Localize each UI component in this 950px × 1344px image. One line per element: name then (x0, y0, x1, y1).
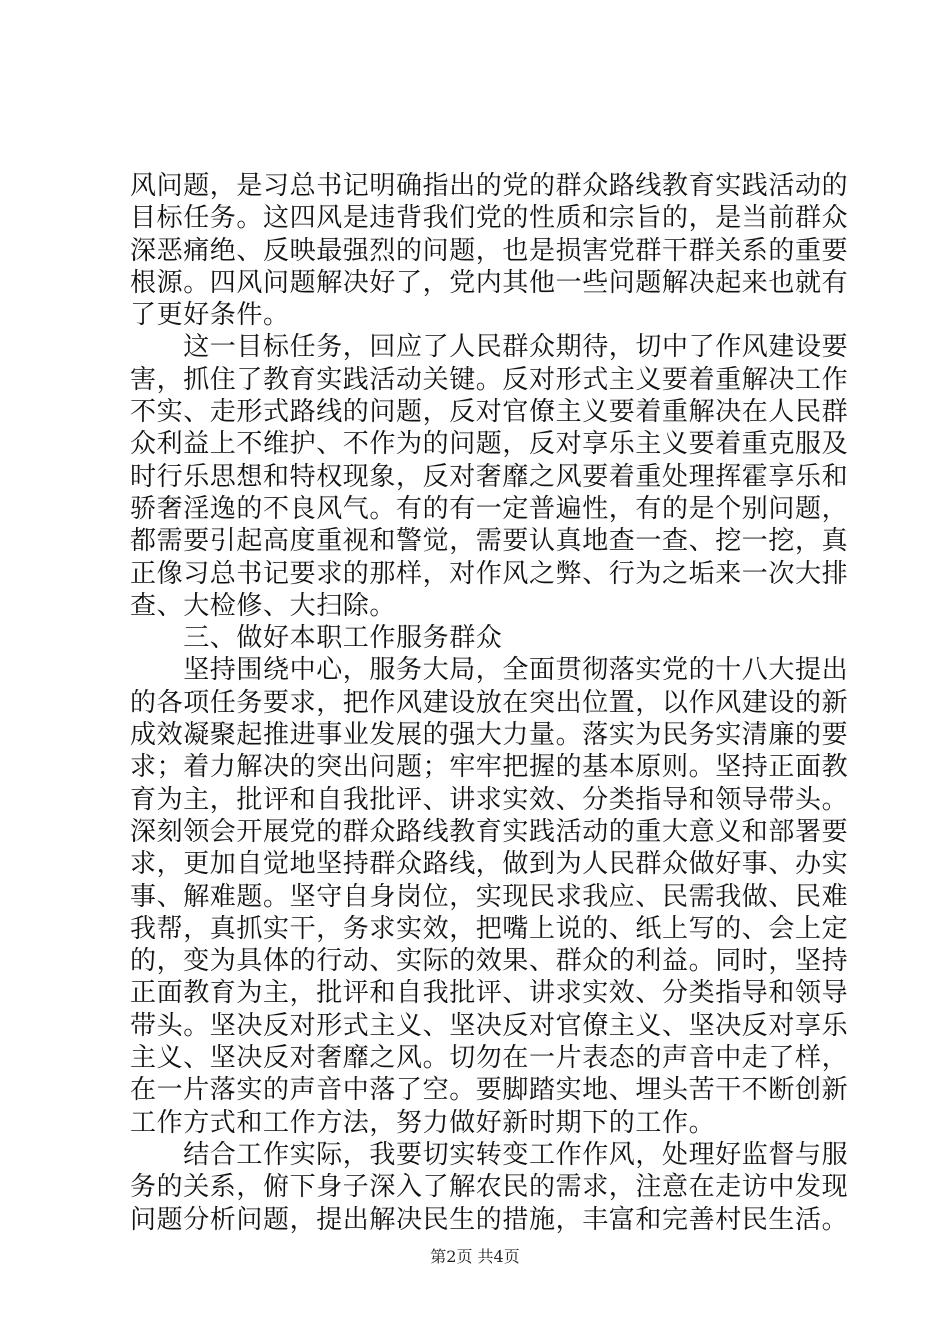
text-line: 的，变为具体的行动、实际的效果、群众的利益。同时，坚持 (130, 946, 849, 977)
text-line: 这一目标任务，回应了人民群众期待，切中了作风建设要 (130, 332, 849, 363)
text-line: 带头。坚决反对形式主义、坚决反对官僚主义、坚决反对享乐 (130, 1010, 849, 1041)
text-line: 根源。四风问题解决好了，党内其他一些问题解决起来也就有 (130, 267, 849, 298)
text-line: 主义、坚决反对奢靡之风。切勿在一片表态的声音中走了样， (130, 1043, 849, 1074)
text-line: 求，更加自觉地坚持群众路线，做到为人民群众做好事、办实 (130, 849, 849, 880)
text-line: 成效凝聚起推进事业发展的强大力量。落实为民务实清廉的要 (130, 720, 849, 751)
text-line: 众利益上不维护、不作为的问题，反对享乐主义要着重克服及 (130, 429, 849, 460)
text-line: 风问题，是习总书记明确指出的党的群众路线教育实践活动的 (130, 171, 849, 201)
text-line: 我帮，真抓实干，务求实效，把嘴上说的、纸上写的、会上定 (130, 913, 849, 944)
text-line: 查、大检修、大扫除。 (130, 590, 397, 621)
body-text (130, 170, 849, 1236)
text-line: 务的关系，俯下身子深入了解农民的需求，注意在走访中发现 (130, 1172, 849, 1203)
text-line: 不实、走形式路线的问题，反对官僚主义要着重解决在人民群 (130, 397, 849, 428)
text-line: 都需要引起高度重视和警觉，需要认真地查一查、挖一挖，真 (130, 526, 849, 557)
text-line: 了更好条件。 (130, 300, 290, 331)
text-line: 事、解难题。坚守自身岗位，实现民求我应、民需我做、民难 (130, 881, 849, 912)
text-line: 在一片落实的声音中落了空。要脚踏实地、埋头苦干不断创新 (130, 1075, 849, 1106)
page-footer: 第2页 共4页 (430, 1247, 520, 1266)
text-line: 害，抓住了教育实践活动关键。反对形式主义要着重解决工作 (130, 364, 849, 395)
text-line: 目标任务。这四风是违背我们党的性质和宗旨的，是当前群众 (130, 203, 849, 234)
text-line: 问题分析问题，提出解决民生的措施，丰富和完善村民生活。 (130, 1204, 849, 1235)
text-line: 育为主，批评和自我批评、讲求实效、分类指导和领导带头。 (130, 784, 849, 815)
text-line: 的各项任务要求，把作风建设放在突出位置，以作风建设的新 (130, 687, 849, 718)
text-line: 工作方式和工作方法，努力做好新时期下的工作。 (130, 1107, 716, 1138)
text-line: 正面教育为主，批评和自我批评、讲求实效、分类指导和领导 (130, 978, 849, 1009)
text-line: 正像习总书记要求的那样，对作风之弊、行为之垢来一次大排 (130, 558, 849, 589)
text-line: 三、做好本职工作服务群众 (130, 623, 503, 654)
text-line: 坚持围绕中心，服务大局，全面贯彻落实党的十八大提出 (130, 655, 849, 686)
text-line: 求；着力解决的突出问题；牢牢把握的基本原则。坚持正面教 (130, 752, 849, 783)
text-line: 骄奢淫逸的不良风气。有的有一定普遍性，有的是个别问题， (130, 493, 849, 524)
text-line: 时行乐思想和特权现象，反对奢靡之风要着重处理挥霍享乐和 (130, 461, 849, 492)
text-line: 深刻领会开展党的群众路线教育实践活动的重大意义和部署要 (130, 816, 849, 847)
text-line: 深恶痛绝、反映最强烈的问题，也是损害党群干群关系的重要 (130, 235, 849, 266)
text-line: 结合工作实际，我要切实转变工作作风，处理好监督与服 (130, 1139, 849, 1170)
